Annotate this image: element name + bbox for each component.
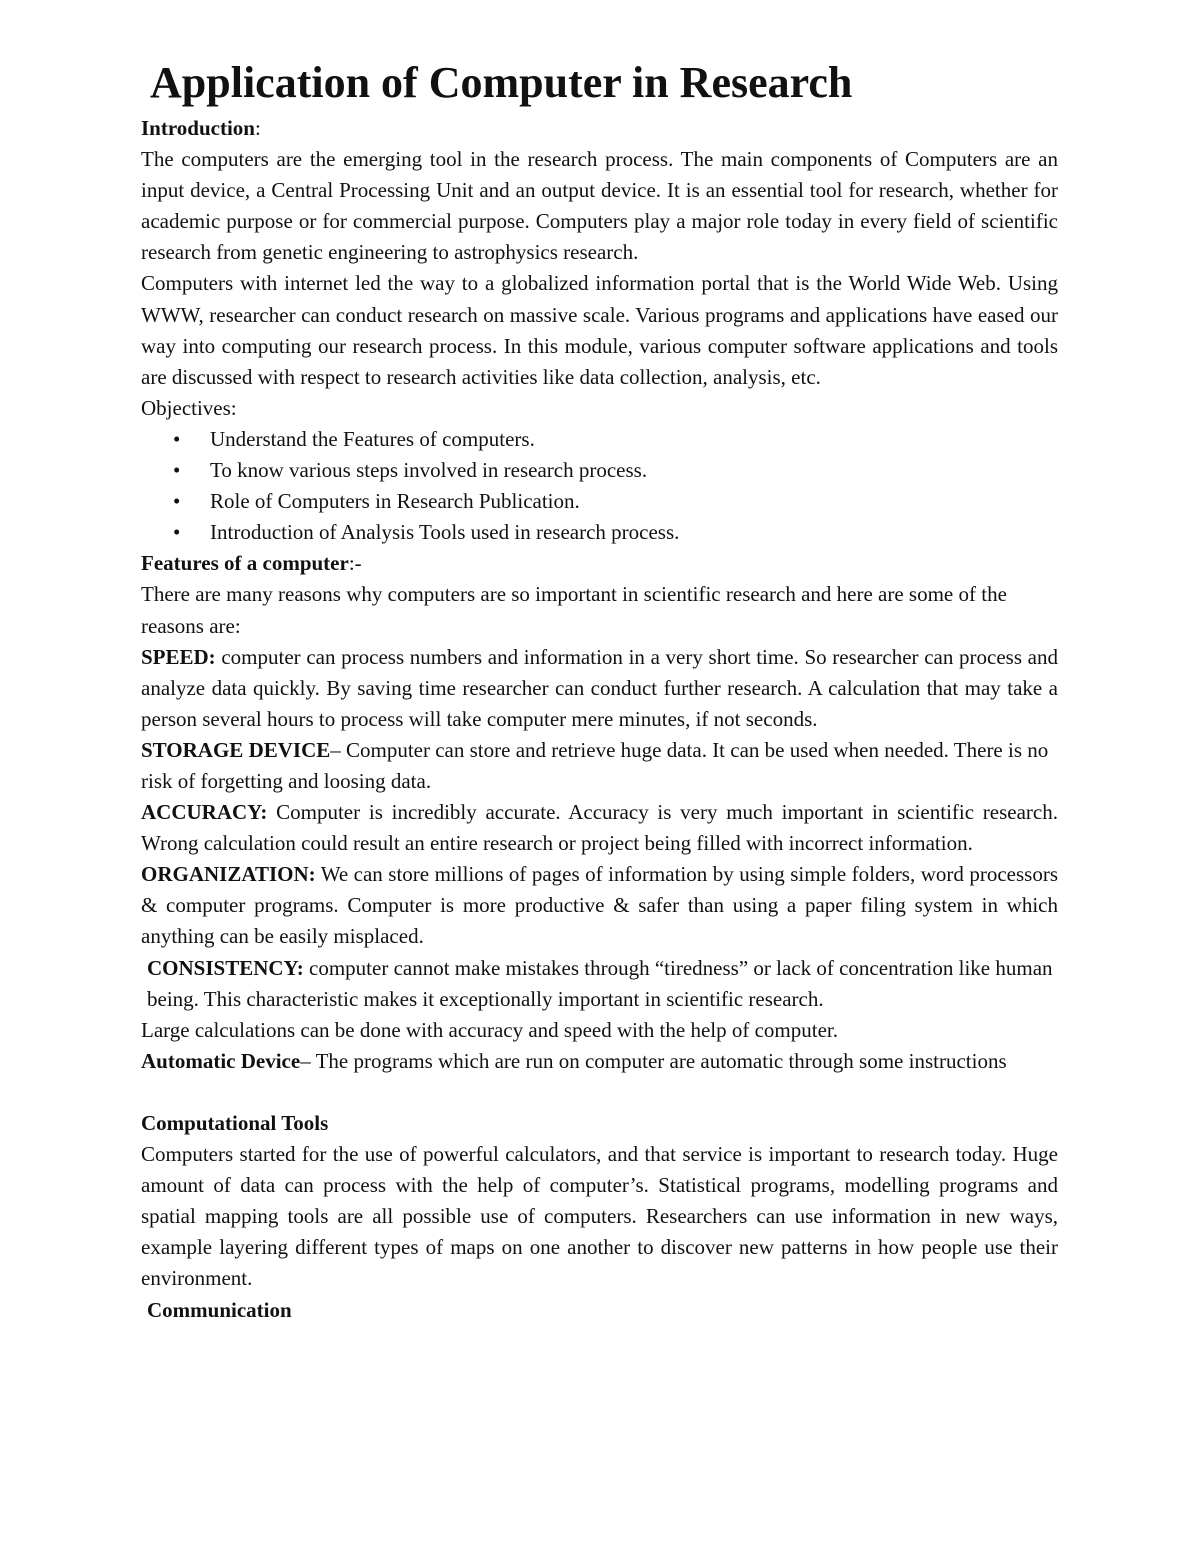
- feature-term: ACCURACY:: [141, 800, 268, 825]
- document-body: [141, 113, 1058, 1326]
- communication-heading: [141, 1295, 1058, 1326]
- computational-tools-heading: [141, 1108, 1058, 1139]
- feature-term: SPEED:: [141, 644, 216, 669]
- features-heading-text: Features of a computer: [141, 551, 349, 576]
- blank-line: [141, 1077, 1058, 1108]
- bullet-icon: •: [173, 458, 181, 483]
- features-intro: There are many reasons why computers are so important in scientific research and here are some of the reasons are:: [141, 582, 1007, 638]
- feature-text: – Computer can store and retrieve huge data. It can be used when needed. There is no risk of forgetting and loosing data.: [141, 737, 1049, 793]
- objective-item: [141, 486, 1058, 517]
- objective-item-text: Understand the Features of computers.: [210, 426, 535, 451]
- objectives-label: Objectives:: [141, 395, 237, 420]
- feature-term: STORAGE DEVICE: [141, 737, 331, 762]
- feature-term: ORGANIZATION:: [141, 862, 316, 887]
- computational-tools-paragraph: Computers started for the use of powerful calculators, and that service is important to research today. Huge amount of data can process with the help of computer’s. Statistical programs, modelling programs and spatial mapping tools are all possible use of computers. Researchers can use information in new ways, example layering different types of maps on one another to discover new patterns in how people use their environment.: [141, 1142, 1058, 1291]
- feature-accuracy: [141, 797, 1058, 859]
- objective-item: [141, 517, 1058, 548]
- communication-heading-text: Communication: [147, 1297, 292, 1322]
- feature-text: computer can process numbers and information in a very short time. So researcher can process and analyze data quickly. By saving time researcher can conduct further research. A calculation that may take a person several hours to process will take computer mere minutes, if not seconds.: [141, 644, 1058, 731]
- feature-speed: [141, 642, 1058, 735]
- features-heading-suffix: :-: [348, 551, 362, 576]
- feature-automatic: [141, 1046, 1058, 1077]
- feature-term: CONSISTENCY:: [147, 955, 304, 980]
- objectives-list: [141, 424, 1058, 548]
- feature-organization: [141, 859, 1058, 952]
- bullet-icon: •: [173, 426, 181, 451]
- objective-item: [141, 455, 1058, 486]
- bullet-icon: •: [173, 520, 181, 545]
- bullet-icon: •: [173, 489, 181, 514]
- document-title: Application of Computer in Research: [150, 58, 853, 107]
- objective-item-text: To know various steps involved in research process.: [210, 458, 648, 483]
- introduction-heading: [141, 113, 1058, 144]
- introduction-heading-colon: :: [254, 116, 261, 140]
- introduction-paragraph-2: Computers with internet led the way to a globalized information portal that is the World Wide Web. Using WWW, researcher can conduct research on massive scale. Various programs and applications have eased our way into computing our research process. In this module, various computer software applications and tools are discussed with respect to research activities like data collection, analysis, etc.: [141, 271, 1058, 389]
- feature-text: Computer is incredibly accurate. Accuracy is very much important in scientific research. Wrong calculation could result an entire research or project being filled with incorrect information.: [141, 800, 1058, 856]
- large-calculations-text: Large calculations can be done with accuracy and speed with the help of computer.: [141, 1017, 839, 1042]
- introduction-heading-text: Introduction: [141, 116, 255, 140]
- features-heading: [141, 548, 1058, 579]
- feature-text: computer cannot make mistakes through “tiredness” or lack of concentration like human being. This characteristic makes it exceptionally important in scientific research.: [147, 955, 1053, 1011]
- computational-tools-heading-text: Computational Tools: [141, 1111, 329, 1135]
- feature-text: We can store millions of pages of information by using simple folders, word processors & computer programs. Computer is more productive & safer than using a paper filing system in which anything can be easily misplaced.: [141, 862, 1058, 949]
- objective-item-text: Role of Computers in Research Publication.: [210, 489, 580, 514]
- objective-item-text: Introduction of Analysis Tools used in research process.: [210, 520, 680, 545]
- feature-text: – The programs which are run on computer are automatic through some instructions: [300, 1048, 1007, 1073]
- feature-consistency: [141, 953, 1058, 1015]
- objective-item: [141, 424, 1058, 455]
- introduction-paragraph-1: The computers are the emerging tool in the research process. The main components of Computers are an input device, a Central Processing Unit and an output device. It is an essential tool for research, whether for academic purpose or for commercial purpose. Computers play a major role today in every field of scientific research from genetic engineering to astrophysics research.: [141, 147, 1058, 265]
- feature-term: Automatic Device: [141, 1048, 301, 1073]
- feature-storage: [141, 735, 1058, 797]
